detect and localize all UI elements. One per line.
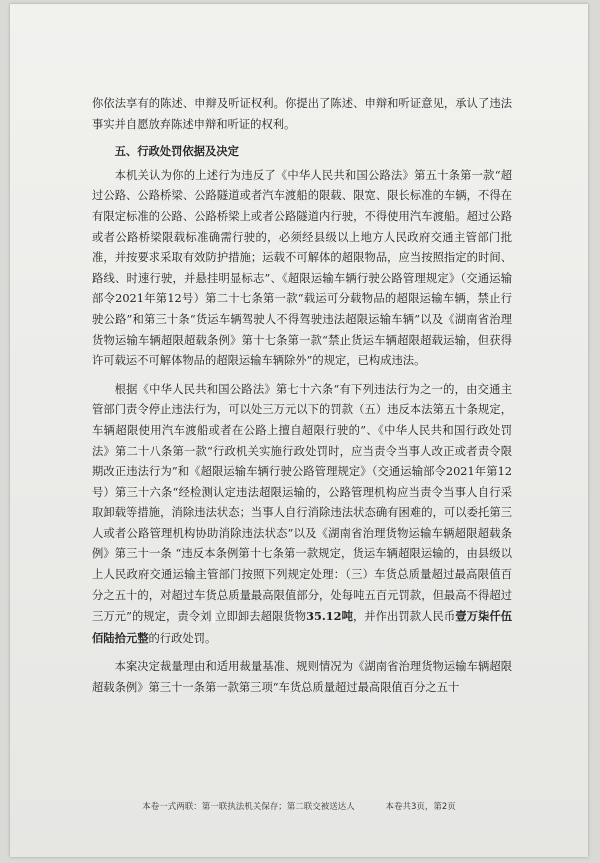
penalty-text-b: 立即卸去超限货物 (215, 610, 307, 624)
section-heading: 五、行政处罚依据及决定 (114, 144, 239, 159)
paragraph-discretion: 本案决定裁量理由和适用裁量基准、规则情况为《湖南省治理货物运输车辆超限超载条例》第三十一条第一款第三项“车货总质量超过最高限值百分之五十 (92, 660, 512, 695)
penalty-text-c: ，并作出罚款人民币 (352, 610, 456, 624)
penalty-text-d: 的行政处罚。 (148, 631, 217, 645)
footer-copies-note: 本卷一式两联：第一联执法机关保存；第二联交被送达人 (142, 802, 355, 812)
overload-amount: 35.12吨 (306, 609, 353, 624)
document-page (10, 4, 588, 857)
paragraph-legal-basis: 本机关认为你的上述行为违反了《中华人民共和国公路法》第五十条第一款“超过公路、公路桥梁、公路隧道或者汽车渡船的限载、限宽、限长标准的车辆，不得在有限定标准的公路、公路桥梁上或者公路隧道内行驶，不得使用汽车渡船。超过公路或者公路桥梁限载标准确需行驶的，必须经县级以上地方人民政府交通主管部门批准，并按要求采取有效防护措施；运载不可解体的超限物品，应当按照指定的时间、路线、时速行驶，并悬挂明显标志”、《超限运输车辆行驶公路管理规定》（交通运输部令2021年第12号）第二十七条第一款“载运可分载物品的超限运输车辆，禁止行驶公路”和第三十条“货运车辆驾驶人不得驾驶违法超限运输车辆”以及《湖南省治理货物运输车辆超限超载条例》第十七条第一款“禁止货运车辆超限超载运输，但获得许可载运不可解体物品的超限运输车辆除外”的规定，已构成违法。 (92, 168, 512, 368)
penalty-text-a: 根据《中华人民共和国公路法》第七十六条“有下列违法行为之一的，由交通主管部门责令停止违法行为，可以处三万元以下的罚款（五）违反本法第五十条规定，车辆超限使用汽车渡船或者在公路上擅自超限行驶的”、《中华人民共和国行政处罚法》第二十八条第一款“行政机关实施行政处罚时，应当责令当事人改正或者责令限期改正违法行为”和《超限运输车辆行驶公路管理规定》（交通运输部令2021年第12号）第三十六条“经检测认定违法超限运输的，公路管理机构应当责令当事人自行采取卸载等措施，消除违法状态；当事人自行消除违法状态确有困难的，可以委托第三人或者公路管理机构协助消除违法状态”以及《湖南省治理货物运输车辆超限超载条例》第三十一条 “违反本条例第十七条第一款规定，货运车辆超限运输的，由县级以上人民政府交通运输主管部门按照下列规定处理：（三）车货总质量超过最高限值百分之五十的，对超过车货总质量最高限值部分，处每吨五百元罚款，但最高不得超过三万元”的规定，责令 (92, 382, 512, 624)
fine-amount: 壹万柒仟伍佰陆拾元整 (92, 609, 512, 645)
party-name: 刘 (200, 610, 212, 624)
document-body (92, 94, 512, 699)
paragraph-intro: 你依法享有的陈述、申辩及听证权利。你提出了陈述、申辩和听证意见，承认了违法事实并自愿放弃陈述申辩和听证的权利。 (92, 97, 512, 131)
page-footer (10, 800, 588, 812)
footer-page-number: 本卷共3页，第2页 (385, 802, 456, 812)
paragraph-penalty-decision (92, 380, 512, 650)
